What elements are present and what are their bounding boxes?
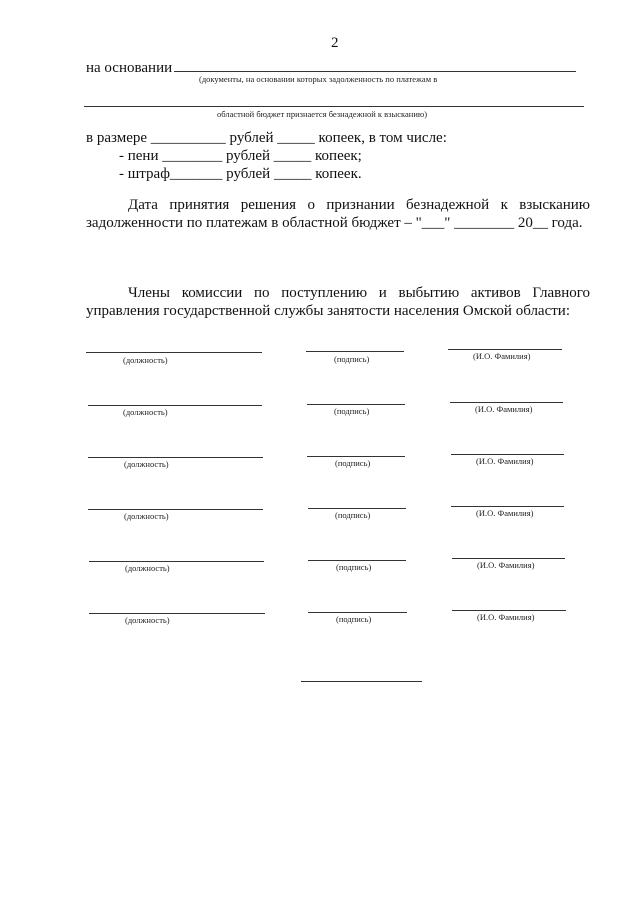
position-caption: (должность)	[125, 563, 170, 573]
commission-line-2: управления государственной службы занятости населения Омской области:	[86, 303, 570, 319]
name-caption: (И.О. Фамилия)	[476, 508, 534, 518]
name-caption: (И.О. Фамилия)	[475, 404, 533, 414]
signature-caption: (подпись)	[336, 562, 372, 572]
signature-caption: (подпись)	[334, 406, 370, 416]
position-caption: (должность)	[124, 511, 169, 521]
name-line	[448, 349, 562, 350]
name-line	[451, 454, 564, 455]
signature-line	[308, 560, 406, 561]
name-caption: (И.О. Фамилия)	[477, 560, 535, 570]
basis-line-2	[84, 106, 584, 107]
basis-caption-2: областной бюджет признается безнадежной к взысканию)	[217, 109, 428, 119]
decision-date-line-1: Дата принятия решения о признании безнадежной к взысканию	[128, 197, 590, 213]
position-caption: (должность)	[123, 355, 168, 365]
name-line	[452, 610, 566, 611]
position-caption: (должность)	[125, 615, 170, 625]
signature-caption: (подпись)	[335, 510, 371, 520]
position-line	[88, 405, 262, 406]
position-line	[88, 457, 263, 458]
amount-line-penalty: - пени ________ рублей _____ копеек;	[119, 148, 362, 164]
position-caption: (должность)	[124, 459, 169, 469]
name-caption: (И.О. Фамилия)	[477, 612, 535, 622]
signature-line	[308, 612, 407, 613]
signature-line	[308, 508, 406, 509]
name-line	[450, 402, 563, 403]
name-line	[452, 558, 565, 559]
name-line	[451, 506, 564, 507]
page-number: 2	[331, 35, 339, 51]
signature-line	[307, 456, 405, 457]
position-line	[88, 509, 263, 510]
basis-caption-1: (документы, на основании которых задолженность по платежам в	[199, 74, 438, 84]
signature-caption: (подпись)	[335, 458, 371, 468]
signature-caption: (подпись)	[336, 614, 372, 624]
commission-line-1: Члены комиссии по поступлению и выбытию активов Главного	[128, 285, 590, 301]
signature-line	[306, 351, 404, 352]
signature-caption: (подпись)	[334, 354, 370, 364]
amount-line-1: в размере __________ рублей _____ копеек, в том числе:	[86, 130, 447, 146]
position-line	[89, 613, 265, 614]
name-caption: (И.О. Фамилия)	[476, 456, 534, 466]
decision-date-line-2: задолженности по платежам в областной бюджет – "___" ________ 20__ года.	[86, 215, 583, 231]
position-caption: (должность)	[123, 407, 168, 417]
signature-line	[307, 404, 405, 405]
position-line	[89, 561, 264, 562]
amount-line-fine: - штраф_______ рублей _____ копеек.	[119, 166, 362, 182]
position-line	[86, 352, 262, 353]
footer-separator	[301, 681, 422, 682]
basis-line-1	[174, 71, 576, 72]
basis-label: на основании	[86, 60, 173, 76]
name-caption: (И.О. Фамилия)	[473, 351, 531, 361]
